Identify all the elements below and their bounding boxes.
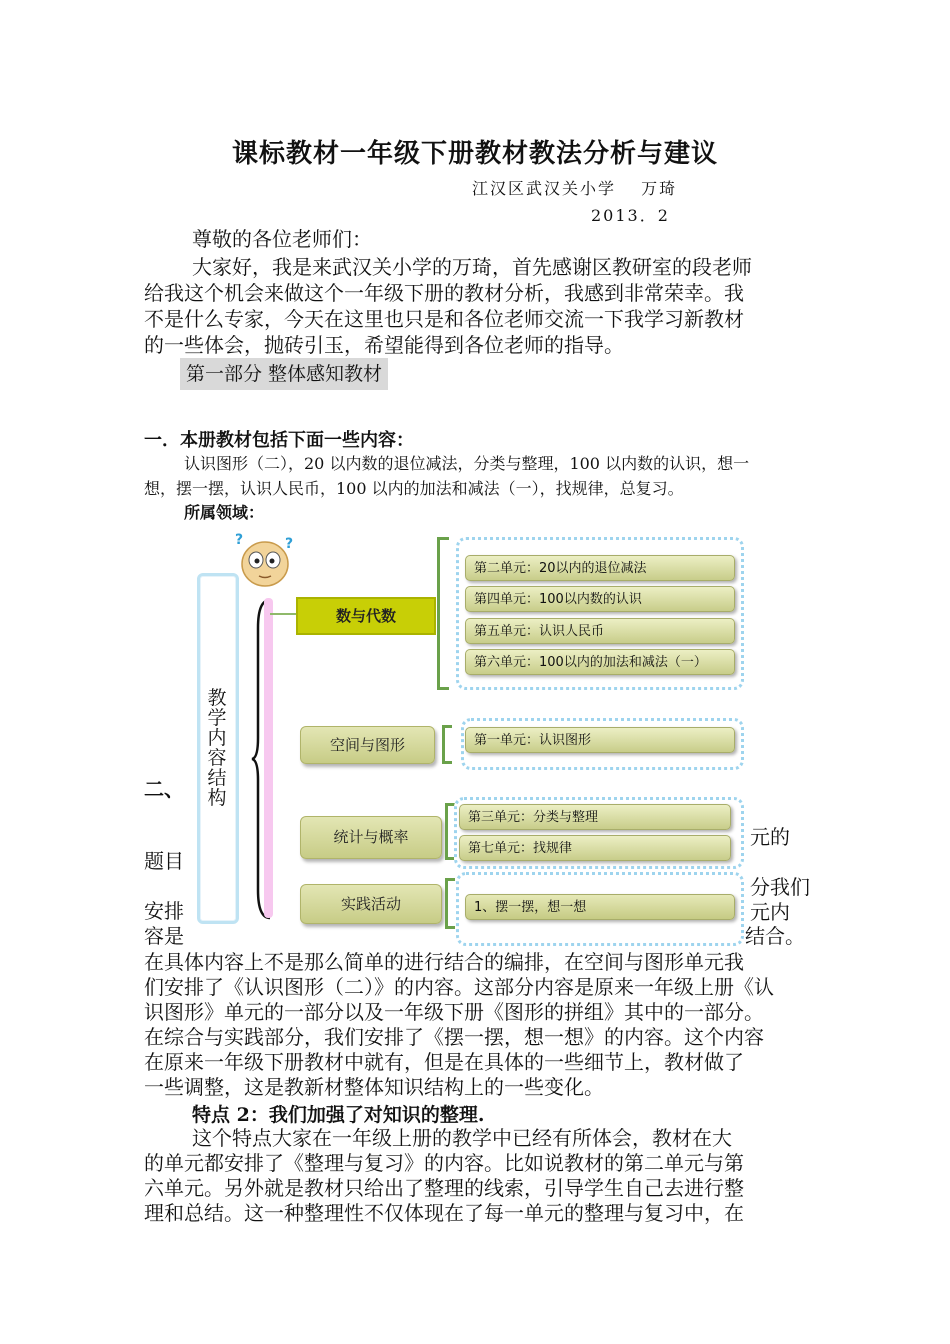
bracket — [445, 803, 448, 859]
unit-item: 第五单元：认识人民币 — [465, 618, 735, 644]
intro-line: 大家好，我是来武汉关小学的万琦，首先感谢区教研室的段老师 — [192, 255, 752, 279]
category-practice-activity: 实践活动 — [300, 884, 442, 924]
body-line: 的单元都安排了《整理与复习》的内容。比如说教材的第二单元与第 — [144, 1151, 744, 1175]
unit-item: 第三单元：分类与整理 — [459, 804, 731, 830]
body-line: 理和总结。这一种整理性不仅体现在了每一单元的整理与复习中，在 — [144, 1201, 744, 1225]
text-fragment: 分我们 — [750, 875, 810, 899]
connector — [270, 613, 296, 615]
intro-line: 不是什么专家，今天在这里也只是和各位老师交流一下我学习新教材 — [144, 307, 744, 331]
page-title: 课标教材一年级下册教材教法分析与建议 — [231, 139, 718, 169]
bracket-end — [445, 878, 455, 881]
domain-label: 所属领域： — [184, 503, 265, 522]
bracket-end — [442, 725, 452, 728]
author-line: 江汉区武汉关小学 万琦 — [472, 179, 678, 198]
content-line: 想，摆一摆，认识人民币，100 以内的加法和减法（一），找规律，总复习。 — [144, 479, 684, 498]
section-two-fragment: 二、 — [144, 777, 184, 801]
text-fragment: 元的 — [750, 825, 790, 849]
greeting: 尊敬的各位老师们： — [192, 227, 372, 251]
bracket — [437, 537, 440, 689]
feature-heading: 特点 2：我们加强了对知识的整理. — [192, 1104, 485, 1126]
section-heading: 第一部分 整体感知教材 — [180, 358, 388, 390]
body-line: 在具体内容上不是那么简单的进行结合的编排，在空间与图形单元我 — [144, 950, 744, 974]
unit-item: 第七单元：找规律 — [459, 835, 731, 861]
text-fragment: 容是 — [144, 924, 184, 948]
unit-item: 第四单元：100以内数的认识 — [465, 586, 735, 612]
unit-item: 第一单元：认识图形 — [465, 727, 735, 753]
body-line: 在原来一年级下册教材中就有，但是在具体的一些细节上，教材做了 — [144, 1050, 744, 1074]
bracket — [445, 878, 448, 928]
text-fragment: 安排 — [144, 899, 184, 923]
body-line: 这个特点大家在一年级上册的教学中已经有所体会，教材在大 — [192, 1126, 732, 1150]
category-statistics-probability: 统计与概率 — [300, 816, 442, 859]
text-fragment: 题目 — [144, 849, 184, 873]
bracket-end — [442, 761, 452, 764]
body-line: 识图形》单元的一部分以及一年级下册《图形的拼组》其中的一部分。 — [144, 1000, 764, 1024]
svg-text:?: ? — [285, 536, 294, 552]
unit-item: 第二单元：20以内的退位减法 — [465, 555, 735, 581]
content-line: 认识图形（二），20 以内数的退位减法，分类与整理，100 以内数的认识，想一 — [184, 454, 750, 473]
body-line: 六单元。另外就是教材只给出了整理的线索，引导学生自己去进行整 — [144, 1176, 744, 1200]
bracket-end — [437, 537, 449, 540]
bracket-end — [445, 926, 455, 929]
unit-item: 第六单元：100以内的加法和减法（一） — [465, 649, 735, 675]
brace-highlight — [264, 598, 273, 918]
body-line: 在综合与实践部分，我们安排了《摆一摆，想一想》的内容。这个内容 — [144, 1025, 764, 1049]
date: 2013．2 — [591, 206, 670, 225]
body-line: 一些调整，这是教新材整体知识结构上的一些变化。 — [144, 1075, 604, 1099]
category-number-algebra: 数与代数 — [296, 597, 436, 635]
unit-item: 1、摆一摆，想一想 — [465, 894, 735, 920]
content-heading: 一．本册教材包括下面一些内容： — [144, 430, 414, 451]
bracket — [442, 725, 445, 763]
text-fragment: 元内 — [750, 900, 790, 924]
svg-text:?: ? — [235, 532, 244, 548]
root-label: 教学内容结构 — [207, 687, 227, 809]
body-line: 们安排了《认识图形（二）》的内容。这部分内容是原来一年级上册《认 — [144, 975, 774, 999]
bracket-end — [437, 687, 449, 690]
intro-line: 的一些体会，抛砖引玉，希望能得到各位老师的指导。 — [144, 333, 624, 357]
category-space-shape: 空间与图形 — [300, 726, 435, 764]
text-fragment: 结合。 — [745, 924, 805, 948]
intro-line: 给我这个机会来做这个一年级下册的教材分析，我感到非常荣幸。我 — [144, 281, 744, 305]
